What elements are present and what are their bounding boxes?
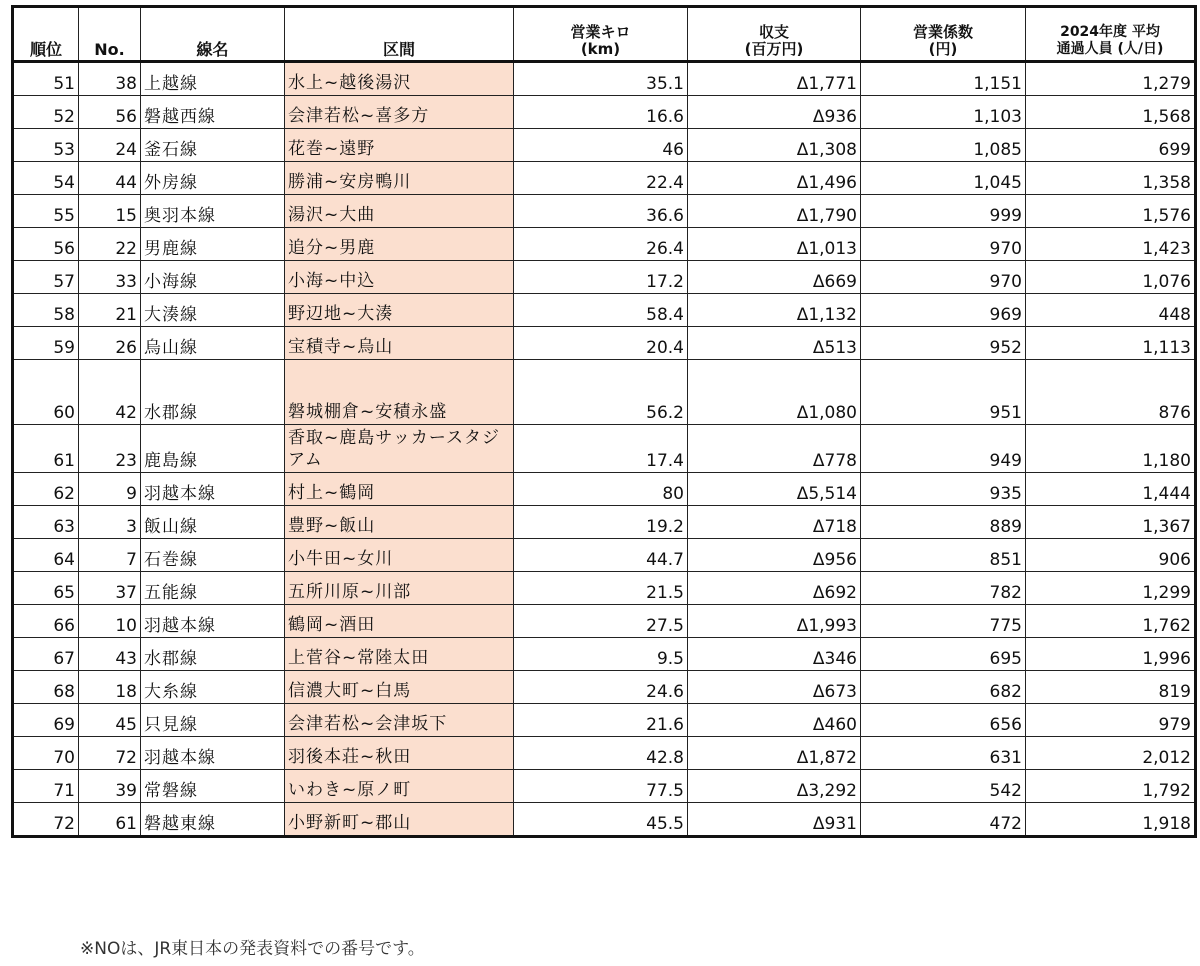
cell-coefficient: 851 [861, 539, 1026, 572]
cell-riders: 699 [1026, 129, 1196, 162]
cell-km: 56.2 [514, 360, 688, 425]
cell-riders: 1,996 [1026, 638, 1196, 671]
cell-balance: Δ460 [688, 704, 861, 737]
cell-line-name: 上越線 [141, 62, 285, 96]
cell-rank: 54 [13, 162, 79, 195]
cell-rank: 53 [13, 129, 79, 162]
cell-coefficient: 1,085 [861, 129, 1026, 162]
cell-balance: Δ778 [688, 425, 861, 473]
table-row [13, 671, 1196, 704]
cell-line-name: 水郡線 [141, 638, 285, 671]
cell-riders: 1,444 [1026, 473, 1196, 506]
cell-balance: Δ513 [688, 327, 861, 360]
cell-km: 22.4 [514, 162, 688, 195]
cell-km: 19.2 [514, 506, 688, 539]
header-riders-line1: 2024年度 平均 [1060, 24, 1160, 40]
cell-riders: 906 [1026, 539, 1196, 572]
header-riders-line2: 通過人員 (人/日) [1056, 41, 1164, 57]
header-coef-line2: (円) [928, 40, 958, 58]
cell-section: 鶴岡~酒田 [285, 605, 514, 638]
table-row [13, 96, 1196, 129]
cell-coefficient: 969 [861, 294, 1026, 327]
cell-line-name: 大糸線 [141, 671, 285, 704]
cell-rank: 67 [13, 638, 79, 671]
cell-riders: 1,762 [1026, 605, 1196, 638]
cell-coefficient: 472 [861, 803, 1026, 837]
cell-balance: Δ692 [688, 572, 861, 605]
cell-km: 58.4 [514, 294, 688, 327]
cell-line-name: 五能線 [141, 572, 285, 605]
cell-line-name: 水郡線 [141, 360, 285, 425]
cell-balance: Δ1,872 [688, 737, 861, 770]
table-row [13, 228, 1196, 261]
cell-coefficient: 1,103 [861, 96, 1026, 129]
cell-no: 44 [79, 162, 141, 195]
cell-riders: 1,358 [1026, 162, 1196, 195]
cell-coefficient: 631 [861, 737, 1026, 770]
header-km-line1: 営業キロ [570, 23, 631, 41]
cell-balance: Δ718 [688, 506, 861, 539]
header-no: No. [79, 7, 141, 62]
cell-no: 37 [79, 572, 141, 605]
cell-rank: 58 [13, 294, 79, 327]
cell-balance: Δ5,514 [688, 473, 861, 506]
cell-line-name: 鹿島線 [141, 425, 285, 473]
cell-no: 24 [79, 129, 141, 162]
cell-km: 26.4 [514, 228, 688, 261]
cell-coefficient: 970 [861, 261, 1026, 294]
cell-riders: 1,113 [1026, 327, 1196, 360]
cell-balance: Δ346 [688, 638, 861, 671]
cell-km: 20.4 [514, 327, 688, 360]
cell-balance: Δ673 [688, 671, 861, 704]
table-row [13, 770, 1196, 803]
cell-coefficient: 889 [861, 506, 1026, 539]
cell-km: 9.5 [514, 638, 688, 671]
cell-km: 21.5 [514, 572, 688, 605]
cell-balance: Δ1,080 [688, 360, 861, 425]
cell-section: いわき~原ノ町 [285, 770, 514, 803]
cell-line-name: 大湊線 [141, 294, 285, 327]
table-row [13, 425, 1196, 473]
cell-coefficient: 775 [861, 605, 1026, 638]
cell-rank: 69 [13, 704, 79, 737]
cell-km: 36.6 [514, 195, 688, 228]
cell-riders: 876 [1026, 360, 1196, 425]
cell-coefficient: 951 [861, 360, 1026, 425]
table-row [13, 704, 1196, 737]
cell-riders: 1,918 [1026, 803, 1196, 837]
cell-no: 15 [79, 195, 141, 228]
cell-no: 22 [79, 228, 141, 261]
cell-line-name: 磐越東線 [141, 803, 285, 837]
cell-coefficient: 999 [861, 195, 1026, 228]
cell-no: 3 [79, 506, 141, 539]
cell-riders: 1,299 [1026, 572, 1196, 605]
cell-km: 45.5 [514, 803, 688, 837]
footnote: ※NOは、JR東日本の発表資料での番号です。 [80, 939, 425, 959]
header-km-line2: (km) [580, 40, 621, 58]
cell-coefficient: 695 [861, 638, 1026, 671]
cell-line-name: 磐越西線 [141, 96, 285, 129]
header-balance-line1: 収支 [758, 23, 789, 41]
cell-riders: 1,180 [1026, 425, 1196, 473]
cell-riders: 1,792 [1026, 770, 1196, 803]
cell-rank: 71 [13, 770, 79, 803]
cell-km: 80 [514, 473, 688, 506]
cell-no: 9 [79, 473, 141, 506]
cell-rank: 51 [13, 62, 79, 96]
cell-rank: 68 [13, 671, 79, 704]
cell-km: 17.4 [514, 425, 688, 473]
cell-balance: Δ1,771 [688, 62, 861, 96]
cell-section: 村上~鶴岡 [285, 473, 514, 506]
cell-km: 77.5 [514, 770, 688, 803]
header-coef-line1: 営業係数 [912, 23, 973, 41]
cell-no: 23 [79, 425, 141, 473]
cell-coefficient: 970 [861, 228, 1026, 261]
cell-rank: 63 [13, 506, 79, 539]
cell-section: 野辺地~大湊 [285, 294, 514, 327]
cell-rank: 61 [13, 425, 79, 473]
cell-line-name: 烏山線 [141, 327, 285, 360]
cell-line-name: 常磐線 [141, 770, 285, 803]
cell-rank: 64 [13, 539, 79, 572]
cell-section: 羽後本荘~秋田 [285, 737, 514, 770]
cell-section: 小野新町~郡山 [285, 803, 514, 837]
cell-km: 35.1 [514, 62, 688, 96]
cell-coefficient: 542 [861, 770, 1026, 803]
header-km [514, 7, 688, 62]
cell-section: 五所川原~川部 [285, 572, 514, 605]
cell-no: 56 [79, 96, 141, 129]
cell-section: 追分~男鹿 [285, 228, 514, 261]
cell-km: 42.8 [514, 737, 688, 770]
cell-balance: Δ3,292 [688, 770, 861, 803]
cell-no: 38 [79, 62, 141, 96]
cell-section: 信濃大町~白馬 [285, 671, 514, 704]
header-rank: 順位 [13, 7, 79, 62]
header-line: 線名 [141, 7, 285, 62]
table-row [13, 294, 1196, 327]
cell-coefficient: 952 [861, 327, 1026, 360]
table-row [13, 327, 1196, 360]
cell-balance: Δ1,496 [688, 162, 861, 195]
table-row [13, 506, 1196, 539]
cell-section: 湯沢~大曲 [285, 195, 514, 228]
cell-section: 会津若松~喜多方 [285, 96, 514, 129]
table-row [13, 62, 1196, 96]
table-row [13, 473, 1196, 506]
cell-rank: 56 [13, 228, 79, 261]
cell-riders: 1,279 [1026, 62, 1196, 96]
cell-section: 豊野~飯山 [285, 506, 514, 539]
cell-coefficient: 782 [861, 572, 1026, 605]
cell-section: 香取~鹿島サッカースタジアム [285, 425, 514, 473]
table-body [13, 62, 1196, 837]
header-balance-line2: (百万円) [744, 40, 804, 58]
cell-no: 26 [79, 327, 141, 360]
cell-rank: 57 [13, 261, 79, 294]
table-row [13, 195, 1196, 228]
header-coef [861, 7, 1026, 62]
table-row [13, 162, 1196, 195]
table-row [13, 129, 1196, 162]
header-balance [688, 7, 861, 62]
cell-section: 水上~越後湯沢 [285, 62, 514, 96]
cell-km: 16.6 [514, 96, 688, 129]
table-row [13, 638, 1196, 671]
cell-km: 46 [514, 129, 688, 162]
cell-coefficient: 935 [861, 473, 1026, 506]
cell-coefficient: 1,045 [861, 162, 1026, 195]
cell-no: 61 [79, 803, 141, 837]
cell-section: 小海~中込 [285, 261, 514, 294]
cell-line-name: 石巻線 [141, 539, 285, 572]
cell-km: 44.7 [514, 539, 688, 572]
cell-km: 21.6 [514, 704, 688, 737]
cell-no: 10 [79, 605, 141, 638]
cell-rank: 55 [13, 195, 79, 228]
cell-line-name: 小海線 [141, 261, 285, 294]
cell-section: 小牛田~女川 [285, 539, 514, 572]
cell-line-name: 釜石線 [141, 129, 285, 162]
cell-coefficient: 1,151 [861, 62, 1026, 96]
table-row [13, 360, 1196, 425]
table-row [13, 261, 1196, 294]
cell-riders: 1,076 [1026, 261, 1196, 294]
cell-riders: 448 [1026, 294, 1196, 327]
cell-section: 上菅谷~常陸太田 [285, 638, 514, 671]
header-section: 区間 [285, 7, 514, 62]
cell-no: 42 [79, 360, 141, 425]
cell-section: 宝積寺~烏山 [285, 327, 514, 360]
cell-no: 21 [79, 294, 141, 327]
cell-riders: 819 [1026, 671, 1196, 704]
cell-line-name: 飯山線 [141, 506, 285, 539]
cell-rank: 65 [13, 572, 79, 605]
cell-rank: 52 [13, 96, 79, 129]
cell-line-name: 男鹿線 [141, 228, 285, 261]
cell-no: 45 [79, 704, 141, 737]
cell-line-name: 外房線 [141, 162, 285, 195]
cell-riders: 1,576 [1026, 195, 1196, 228]
cell-rank: 60 [13, 360, 79, 425]
cell-riders: 1,367 [1026, 506, 1196, 539]
table-row [13, 737, 1196, 770]
cell-line-name: 只見線 [141, 704, 285, 737]
cell-coefficient: 949 [861, 425, 1026, 473]
cell-no: 33 [79, 261, 141, 294]
cell-line-name: 羽越本線 [141, 737, 285, 770]
cell-no: 72 [79, 737, 141, 770]
cell-section: 花巻~遠野 [285, 129, 514, 162]
cell-riders: 1,568 [1026, 96, 1196, 129]
cell-coefficient: 682 [861, 671, 1026, 704]
cell-balance: Δ1,993 [688, 605, 861, 638]
cell-balance: Δ1,132 [688, 294, 861, 327]
cell-riders: 979 [1026, 704, 1196, 737]
cell-balance: Δ956 [688, 539, 861, 572]
cell-section: 会津若松~会津坂下 [285, 704, 514, 737]
cell-riders: 2,012 [1026, 737, 1196, 770]
table-row [13, 803, 1196, 837]
cell-no: 18 [79, 671, 141, 704]
cell-rank: 59 [13, 327, 79, 360]
cell-line-name: 羽越本線 [141, 473, 285, 506]
cell-balance: Δ669 [688, 261, 861, 294]
cell-balance: Δ931 [688, 803, 861, 837]
table-row [13, 605, 1196, 638]
table-row [13, 572, 1196, 605]
table-header [13, 7, 1196, 62]
cell-no: 43 [79, 638, 141, 671]
cell-no: 39 [79, 770, 141, 803]
cell-balance: Δ1,308 [688, 129, 861, 162]
cell-balance: Δ1,013 [688, 228, 861, 261]
cell-section: 勝浦~安房鴨川 [285, 162, 514, 195]
cell-rank: 66 [13, 605, 79, 638]
cell-rank: 72 [13, 803, 79, 837]
cell-km: 27.5 [514, 605, 688, 638]
cell-line-name: 羽越本線 [141, 605, 285, 638]
cell-km: 24.6 [514, 671, 688, 704]
cell-rank: 70 [13, 737, 79, 770]
cell-no: 7 [79, 539, 141, 572]
cell-section: 磐城棚倉~安積永盛 [285, 360, 514, 425]
cell-coefficient: 656 [861, 704, 1026, 737]
cell-balance: Δ1,790 [688, 195, 861, 228]
cell-km: 17.2 [514, 261, 688, 294]
ranking-table [11, 5, 1197, 838]
cell-riders: 1,423 [1026, 228, 1196, 261]
cell-balance: Δ936 [688, 96, 861, 129]
header-riders [1026, 7, 1196, 62]
cell-line-name: 奥羽本線 [141, 195, 285, 228]
header-row [13, 7, 1196, 62]
cell-rank: 62 [13, 473, 79, 506]
table-row [13, 539, 1196, 572]
